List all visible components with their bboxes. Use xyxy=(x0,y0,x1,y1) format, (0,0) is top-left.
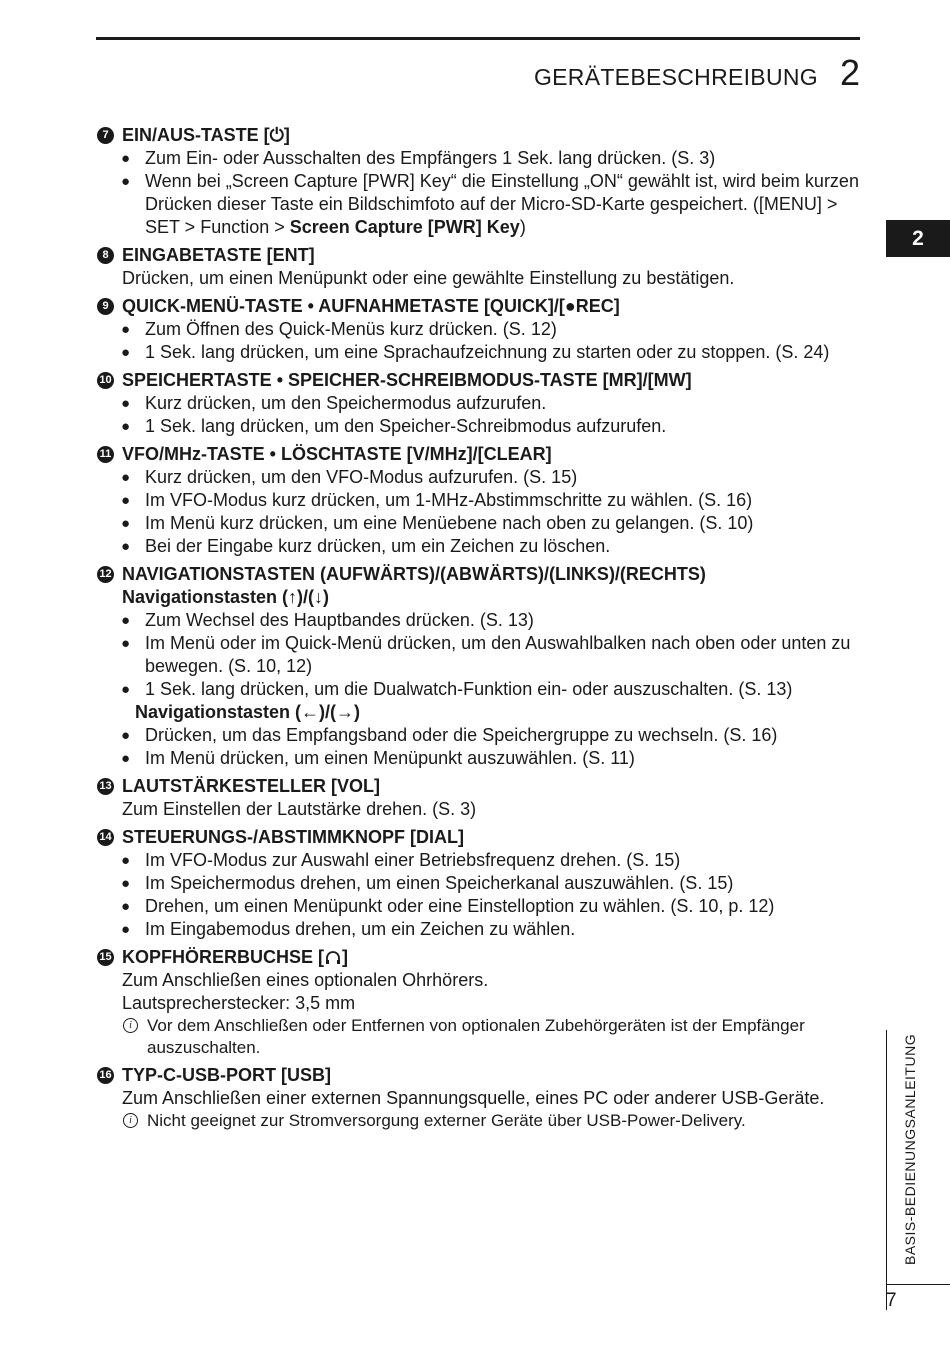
paragraph: Zum Anschließen einer externen Spannungsquelle, eines PC oder anderer USB-Geräte. xyxy=(122,1088,825,1108)
section-heading: VFO/MHz-TASTE • LÖSCHTASTE [V/MHz]/[CLEAR] xyxy=(122,444,552,464)
section-dial xyxy=(97,826,867,941)
bullet-item: ● Kurz drücken, um den VFO-Modus aufzurufen. (S. 15) xyxy=(97,466,867,489)
chapter-tab: 2 xyxy=(886,220,950,257)
bullet-item: ● Zum Öffnen des Quick-Menüs kurz drücken. (S. 12) xyxy=(97,318,867,341)
bullet-item: ● Bei der Eingabe kurz drücken, um ein Zeichen zu löschen. xyxy=(97,535,867,558)
section-heading: TYP-C-USB-PORT [USB] xyxy=(122,1065,331,1085)
info-icon: i xyxy=(123,1018,138,1033)
section-vfo-key xyxy=(97,443,867,558)
page-header xyxy=(534,52,860,94)
chapter-title: GERÄTEBESCHREIBUNG xyxy=(533,64,818,90)
bullet-item: ● Im Menü oder im Quick-Menü drücken, um den Auswahlbalken nach oben oder unten zu bewegen. (S. 10, 12) xyxy=(97,632,867,678)
bullet-item: ● Im Speichermodus drehen, um einen Speicherkanal auszuwählen. (S. 15) xyxy=(97,872,867,895)
bullet-item: ● Zum Wechsel des Hauptbandes drücken. (S. 13) xyxy=(97,609,867,632)
section-heading: SPEICHERTASTE • SPEICHER-SCHREIBMODUS-TASTE [MR]/[MW] xyxy=(122,370,692,390)
chapter-number: 2 xyxy=(839,52,860,93)
bullet-item: ● 1 Sek. lang drücken, um die Dualwatch-Funktion ein- oder auszuschalten. (S. 13) xyxy=(97,678,867,701)
side-rule xyxy=(886,1030,887,1310)
section-headphone-jack xyxy=(97,946,867,1059)
paragraph: Lautsprecherstecker: 3,5 mm xyxy=(122,993,356,1013)
item-number-badge: 8 xyxy=(97,247,114,264)
subheading: Navigationstasten (↑)/(↓) xyxy=(122,587,330,607)
bullet-item: ● Drehen, um einen Menüpunkt oder eine Einstelloption zu wählen. (S. 10, p. 12) xyxy=(97,895,867,918)
section-memory-key xyxy=(97,369,867,438)
menu-path-bold: Screen Capture [PWR] Key xyxy=(289,217,520,237)
item-number-badge: 13 xyxy=(97,778,114,795)
bullet-item: ● 1 Sek. lang drücken, um eine Sprachaufzeichnung zu starten oder zu stoppen. (S. 24) xyxy=(97,341,867,364)
section-heading: EINGABETASTE [ENT] xyxy=(122,245,315,265)
page-number: 7 xyxy=(886,1290,897,1311)
section-power-key xyxy=(97,124,867,239)
bullet-item: ● Im Eingabemodus drehen, um ein Zeichen zu wählen. xyxy=(97,918,867,941)
item-number-badge: 9 xyxy=(97,298,114,315)
item-number-badge: 15 xyxy=(97,949,114,966)
bullet-item: ● Wenn bei „Screen Capture [PWR] Key“ die Einstellung „ON“ gewählt ist, wird beim kurzen Drücken dieser Taste ein Bildschimfoto auf der Micro-SD-Karte gespeichert. ([MENU] > SET > Function > Screen Capture [PWR] Key) xyxy=(97,170,867,239)
manual-name-vertical: BASIS-BEDIENUNGSANLEITUNG xyxy=(902,1033,918,1265)
item-number-badge: 11 xyxy=(97,446,114,463)
document-body xyxy=(97,124,867,1137)
section-heading: LAUTSTÄRKESTELLER [VOL] xyxy=(122,776,380,796)
top-rule xyxy=(96,37,860,40)
item-number-badge: 16 xyxy=(97,1067,114,1084)
bullet-item: ● Im VFO-Modus zur Auswahl einer Betriebsfrequenz drehen. (S. 15) xyxy=(97,849,867,872)
bullet-item: ● Im Menü drücken, um einen Menüpunkt auszuwählen. (S. 11) xyxy=(97,747,867,770)
note-item: i Vor dem Anschließen oder Entfernen von optionalen Zubehörgeräten ist der Empfänger auszuschalten. xyxy=(97,1015,867,1059)
section-heading: EIN/AUS-TASTE [⏻] xyxy=(122,125,290,145)
bullet-item: ● Drücken, um das Empfangsband oder die Speichergruppe zu wechseln. (S. 16) xyxy=(97,724,867,747)
bullet-item: ● Im Menü kurz drücken, um eine Menüebene nach oben zu gelangen. (S. 10) xyxy=(97,512,867,535)
bullet-item: ● Kurz drücken, um den Speichermodus aufzurufen. xyxy=(97,392,867,415)
item-number-badge: 10 xyxy=(97,372,114,389)
page-number-rule xyxy=(886,1284,950,1285)
info-icon: i xyxy=(123,1113,138,1128)
bullet-item: ● Zum Ein- oder Ausschalten des Empfängers 1 Sek. lang drücken. (S. 3) xyxy=(97,147,867,170)
section-navigation-keys xyxy=(97,563,867,770)
paragraph: Zum Einstellen der Lautstärke drehen. (S. 3) xyxy=(122,799,477,819)
headphone-icon xyxy=(325,950,341,965)
item-number-badge: 14 xyxy=(97,829,114,846)
section-heading: STEUERUNGS-/ABSTIMMKNOPF [DIAL] xyxy=(122,827,464,847)
note-item: i Nicht geeignet zur Stromversorgung externer Geräte über USB-Power-Delivery. xyxy=(97,1110,867,1132)
bullet-item: ● 1 Sek. lang drücken, um den Speicher-Schreibmodus aufzurufen. xyxy=(97,415,867,438)
paragraph: Zum Anschließen eines optionalen Ohrhörers. xyxy=(122,970,489,990)
bullet-item: ● Im VFO-Modus kurz drücken, um 1-MHz-Abstimmschritte zu wählen. (S. 16) xyxy=(97,489,867,512)
subheading: Navigationstasten (←)/(→) xyxy=(135,702,361,722)
section-quick-key xyxy=(97,295,867,364)
section-usb-port xyxy=(97,1064,867,1132)
section-heading: QUICK-MENÜ-TASTE • AUFNAHMETASTE [QUICK]/[●REC] xyxy=(122,296,620,316)
section-enter-key xyxy=(97,244,867,290)
item-number-badge: 12 xyxy=(97,566,114,583)
section-volume xyxy=(97,775,867,821)
item-number-badge: 7 xyxy=(97,127,114,144)
paragraph: Drücken, um einen Menüpunkt oder eine gewählte Einstellung zu bestätigen. xyxy=(122,268,735,288)
section-heading: KOPFHÖRERBUCHSE [ ] xyxy=(122,947,349,967)
section-heading: NAVIGATIONSTASTEN (AUFWÄRTS)/(ABWÄRTS)/(LINKS)/(RECHTS) xyxy=(122,564,706,584)
